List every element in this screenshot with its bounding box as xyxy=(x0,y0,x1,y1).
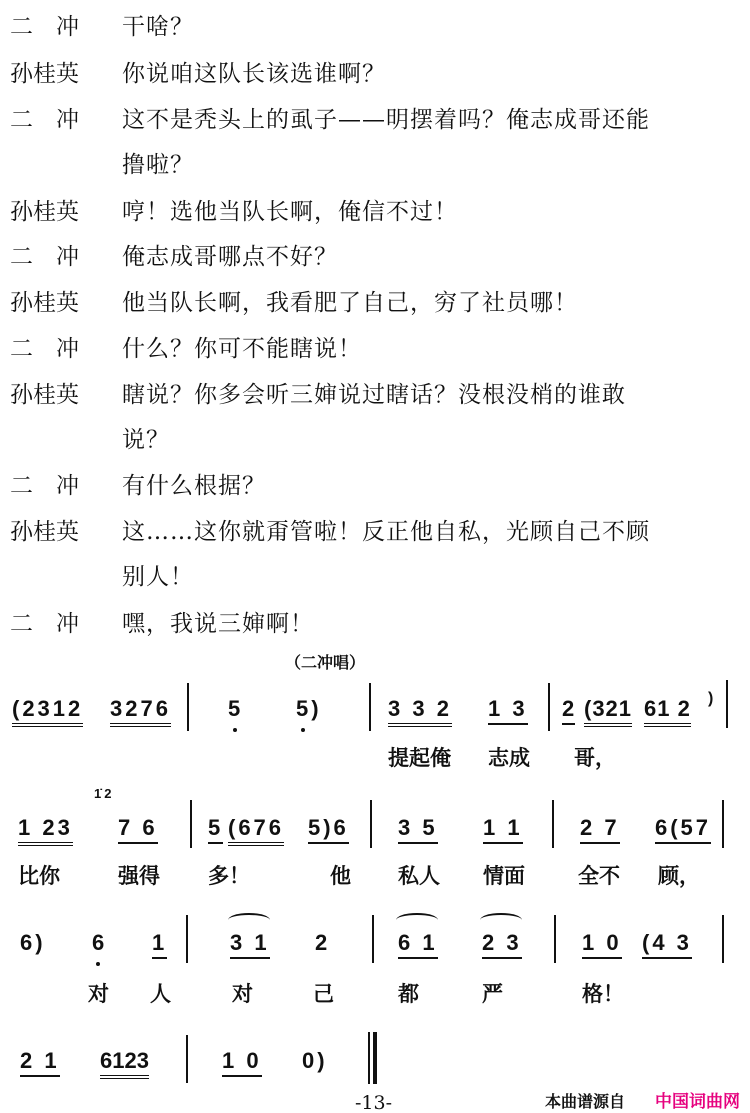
note: 5)6 xyxy=(308,815,349,844)
barline xyxy=(372,915,374,963)
lyric: 提起俺 xyxy=(388,746,451,770)
note: 5 xyxy=(208,815,223,844)
line: 这不是秃头上的虱子——明摆着吗？俺志成哥还能 xyxy=(122,107,650,133)
note: 6 xyxy=(92,930,108,955)
note: 3 5 xyxy=(398,815,438,844)
note: 1 3 xyxy=(488,696,528,725)
line: 这……这你就甭管啦！反正他自私，光顾自己不顾 xyxy=(122,519,650,545)
lyric: 强得 xyxy=(118,864,160,888)
lyric: 己 xyxy=(313,982,334,1006)
page-number: -13- xyxy=(355,1092,393,1113)
line: 干啥？ xyxy=(122,14,194,40)
line: 有什么根据？ xyxy=(122,473,266,499)
note: 2 3 xyxy=(482,930,522,959)
lyric: 志成 xyxy=(488,746,530,770)
speaker: 孙桂英 xyxy=(10,519,79,545)
note: 2 xyxy=(315,930,331,955)
note: 1 1 xyxy=(483,815,523,844)
slur xyxy=(396,913,438,927)
note: 2 7 xyxy=(580,815,620,844)
note: 0) xyxy=(302,1048,328,1073)
dot xyxy=(96,962,100,966)
speaker: 二 冲 xyxy=(10,611,79,637)
line-cont: 别人！ xyxy=(122,564,194,590)
note: 5 xyxy=(228,696,244,721)
note: 6(57 xyxy=(655,815,711,844)
speaker: 孙桂英 xyxy=(10,199,79,225)
note: (676 xyxy=(228,815,284,846)
note: (2312 xyxy=(12,696,83,727)
barline xyxy=(548,683,550,731)
note: 3276 xyxy=(110,696,171,727)
note: 1 xyxy=(152,930,167,959)
speaker: 二 冲 xyxy=(10,244,79,270)
lyric: 比你 xyxy=(18,864,60,888)
source-label: 本曲谱源自 xyxy=(545,1092,626,1111)
lyric: 情面 xyxy=(483,864,525,888)
note: 1 0 xyxy=(222,1048,262,1077)
barline xyxy=(186,915,188,963)
lyric: 他 xyxy=(330,864,351,888)
barline xyxy=(187,683,189,731)
speaker: 二 冲 xyxy=(10,473,79,499)
barline xyxy=(726,680,728,728)
lyric: 格！ xyxy=(582,982,624,1006)
barline xyxy=(369,683,371,731)
line-cont: 撸啦？ xyxy=(122,152,194,178)
dot xyxy=(233,728,237,732)
final-barline-thin xyxy=(368,1032,370,1084)
barline xyxy=(186,1035,188,1083)
note: 2 1 xyxy=(20,1048,60,1077)
barline xyxy=(552,800,554,848)
note: 2 xyxy=(562,696,575,725)
note: 61 2 xyxy=(644,696,691,727)
source-site-link[interactable]: 中国词曲网 xyxy=(655,1092,740,1112)
note: ) xyxy=(708,690,717,707)
speaker: 二 冲 xyxy=(10,14,79,40)
speaker: 二 冲 xyxy=(10,336,79,362)
note: 1 0 xyxy=(582,930,622,959)
lyric: 多！ xyxy=(208,864,250,888)
speaker: 孙桂英 xyxy=(10,61,79,87)
lyric: 顾， xyxy=(658,864,700,888)
note: 3 3 2 xyxy=(388,696,452,727)
slur xyxy=(228,913,270,927)
speaker: 二 冲 xyxy=(10,107,79,133)
note: 1 23 xyxy=(18,815,73,846)
speaker: 孙桂英 xyxy=(10,382,79,408)
barline xyxy=(722,800,724,848)
line: 他当队长啊，我看肥了自己，穷了社员哪！ xyxy=(122,290,578,316)
line: 瞎说？你多会听三婶说过瞎话？没根没梢的谁敢 xyxy=(122,382,626,408)
note: (321 xyxy=(584,696,632,727)
slur xyxy=(480,913,522,927)
line: 嘿，我说三婶啊！ xyxy=(122,611,314,637)
line: 俺志成哥哪点不好？ xyxy=(122,244,338,270)
line: 哼！选他当队长啊，俺信不过！ xyxy=(122,199,458,225)
note: (4 3 xyxy=(642,930,692,959)
dot xyxy=(301,728,305,732)
barline xyxy=(722,915,724,963)
lyric: 全不 xyxy=(578,864,620,888)
note: 7 6 xyxy=(118,815,158,844)
line: 什么？你可不能瞎说！ xyxy=(122,336,362,362)
note: 6123 xyxy=(100,1048,149,1079)
barline xyxy=(370,800,372,848)
note: 6 1 xyxy=(398,930,438,959)
lyric: 私人 xyxy=(398,864,440,888)
lyric: 严 xyxy=(482,982,503,1006)
note: 5) xyxy=(296,696,322,721)
note: 6) xyxy=(20,930,46,955)
lyric: 对 xyxy=(232,982,253,1006)
barline xyxy=(190,800,192,848)
score-heading: （二冲唱） xyxy=(285,653,366,672)
line: 你说咱这队长该选谁啊？ xyxy=(122,61,386,87)
lyric: 对 xyxy=(88,982,109,1006)
final-barline-thick xyxy=(373,1032,377,1084)
note: 3 1 xyxy=(230,930,270,959)
lyric: 都 xyxy=(398,982,419,1006)
line-cont: 说？ xyxy=(122,427,170,453)
grace-note: 1̇2 xyxy=(94,786,115,801)
speaker: 孙桂英 xyxy=(10,290,79,316)
lyric: 哥， xyxy=(574,746,616,770)
barline xyxy=(554,915,556,963)
lyric: 人 xyxy=(150,982,171,1006)
